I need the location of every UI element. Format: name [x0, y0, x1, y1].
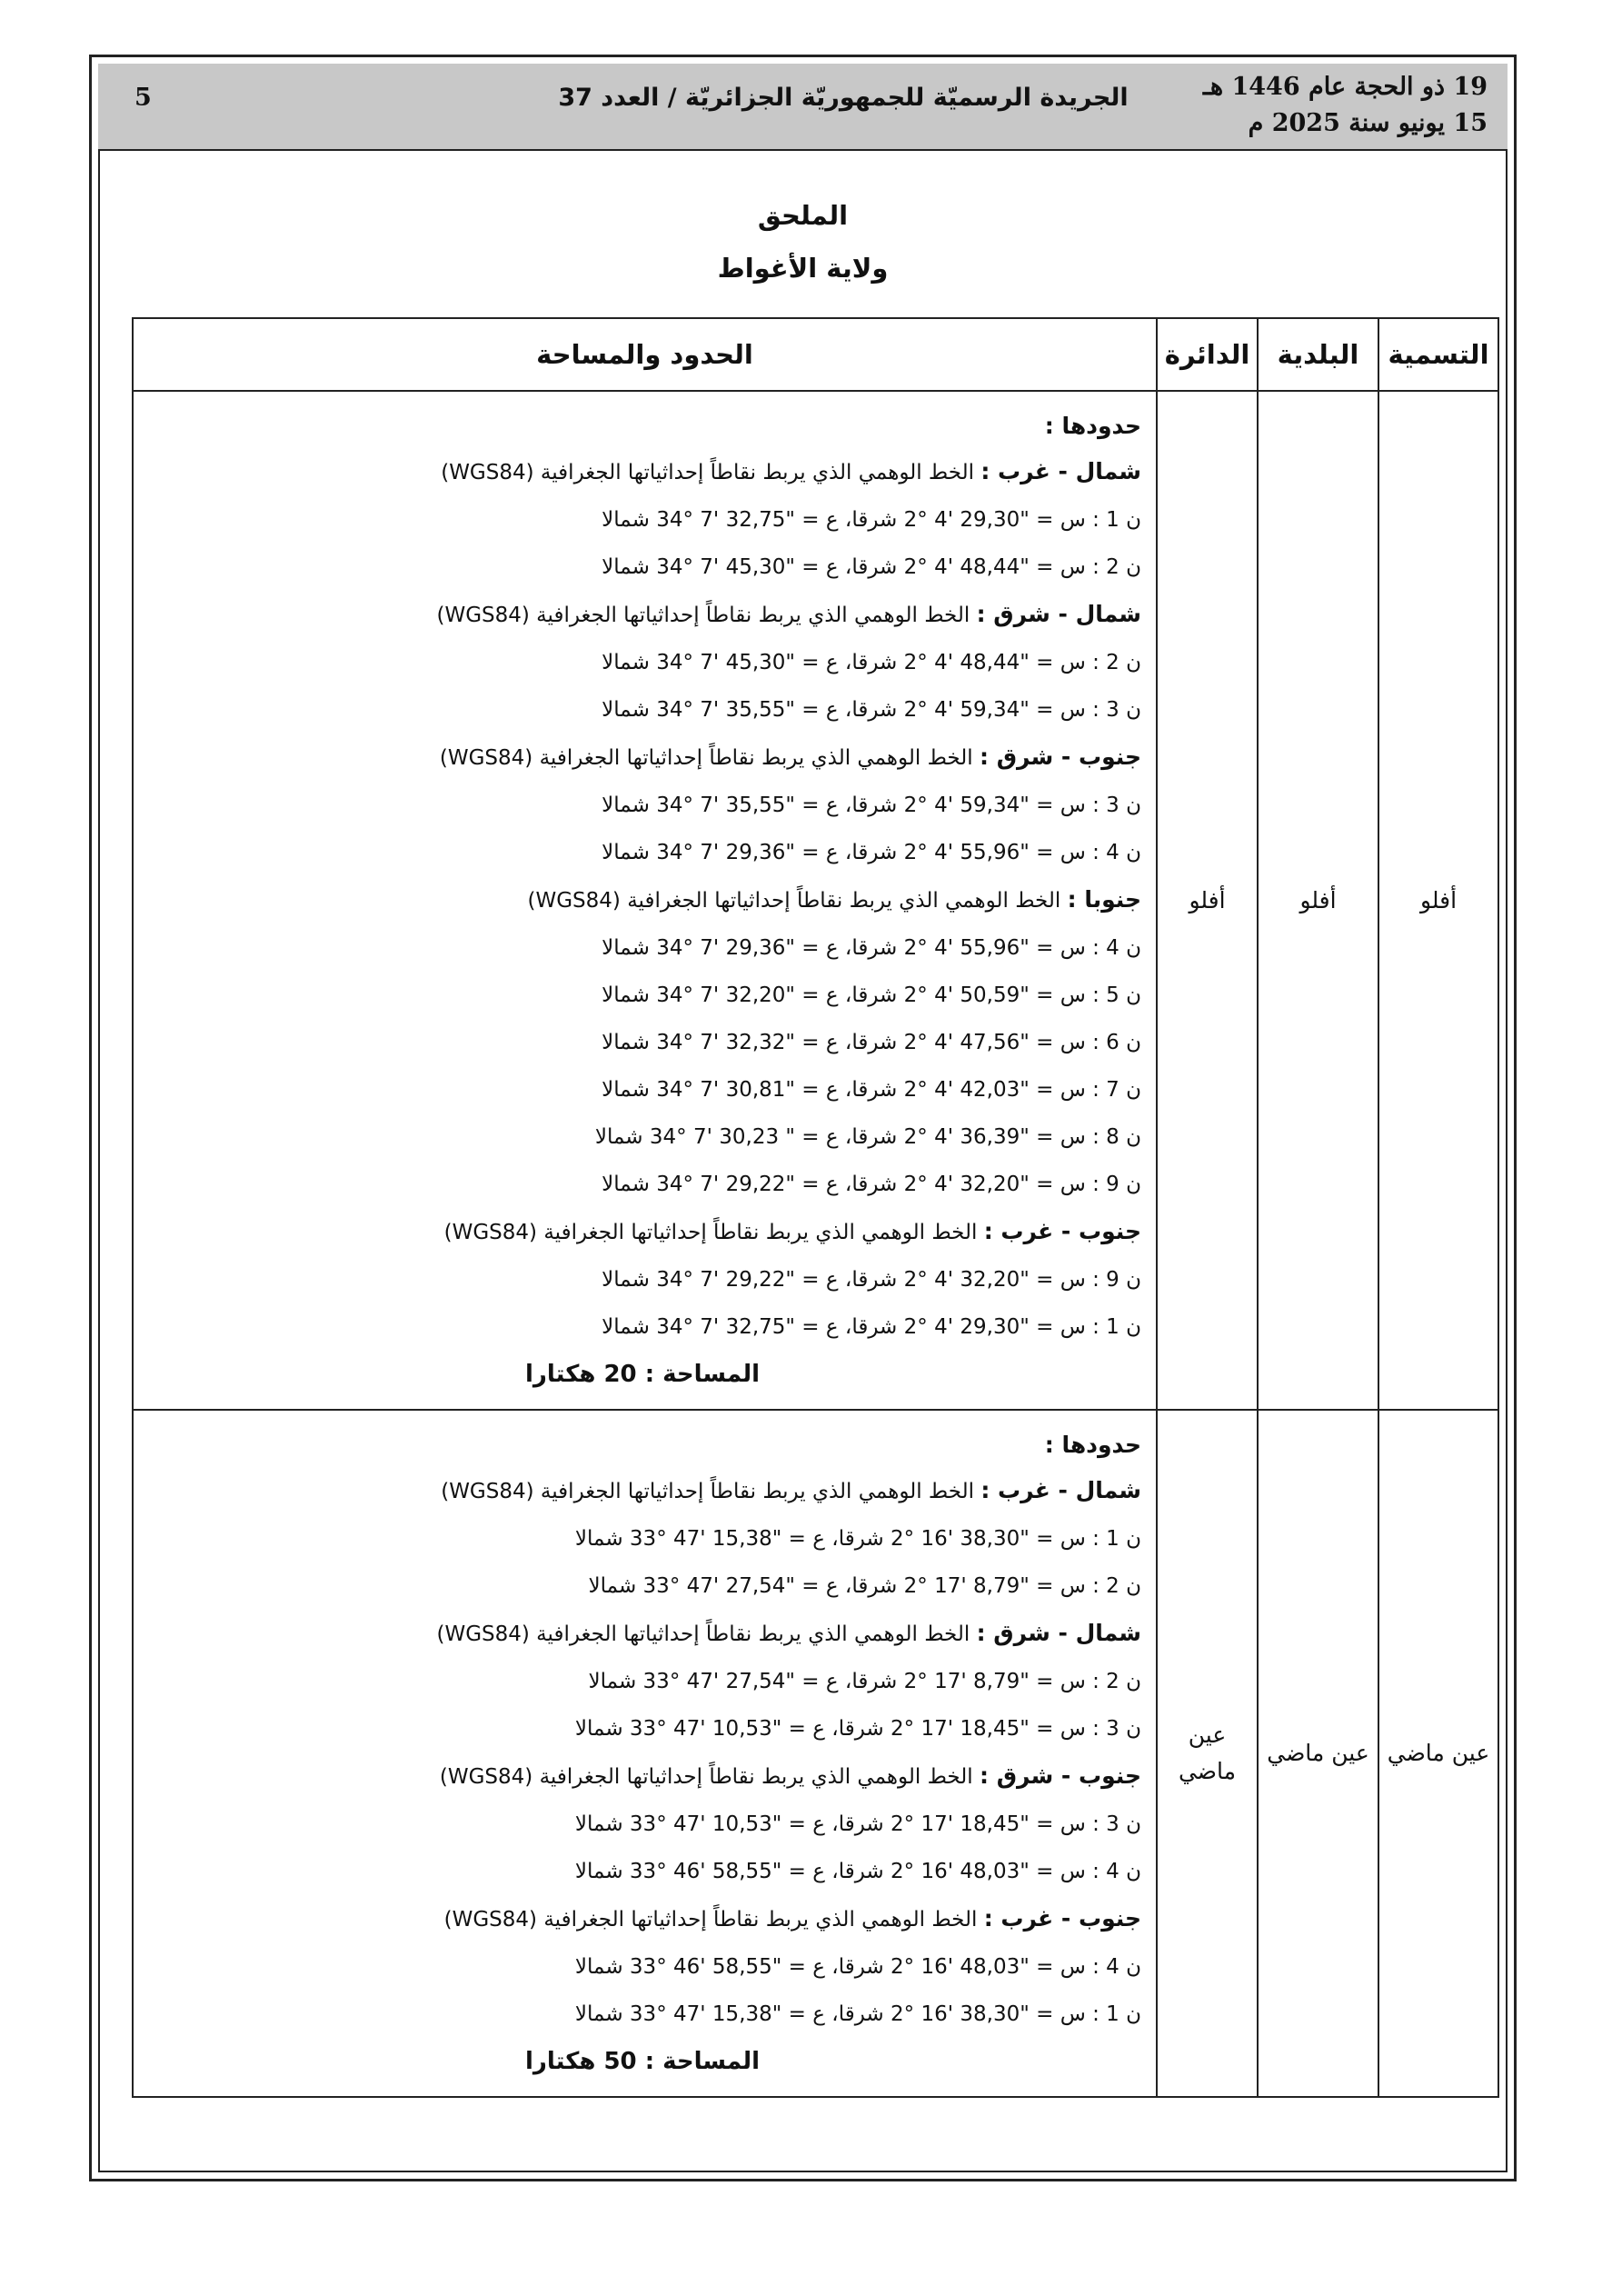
coordinate-line: [170, 782, 1141, 829]
table-row: [133, 391, 1498, 1410]
line-text: ن 2 : س = "48,44 '4 °2 شرقا، ع = "45,30 '7 °34 شمالا: [602, 555, 1141, 579]
coordinate-line: [170, 1562, 1141, 1610]
segment-direction: جنوب - غرب :: [983, 1905, 1141, 1932]
table-header-row: [133, 318, 1498, 391]
coordinate-line: [170, 544, 1141, 591]
coordinate-line: [170, 972, 1141, 1019]
line-text: الخط الوهمي الذي يربط نقاطاً إحداثياتها الجغرافية (WGS84): [439, 746, 973, 770]
coordinate-line: [170, 496, 1141, 544]
table-body: [133, 391, 1498, 2097]
line-text: الخط الوهمي الذي يربط نقاطاً إحداثياتها الجغرافية (WGS84): [439, 1765, 973, 1789]
coordinate-line: [170, 1019, 1141, 1066]
boundary-segment: [170, 1467, 1141, 1515]
line-text: ن 2 : س = "8,79 '17 °2 شرقا، ع = "27,54 '47 °33 شمالا: [588, 1574, 1141, 1598]
boundaries-table: [132, 317, 1499, 2098]
line-text: ن 4 : س = "55,96 '4 °2 شرقا، ع = "29,36 '7 °34 شمالا: [602, 841, 1141, 864]
line-text: ن 9 : س = "32,20 '4 °2 شرقا، ع = "29,22 '7 °34 شمالا: [602, 1268, 1141, 1292]
table-row: [133, 1410, 1498, 2097]
coordinate-line: [170, 924, 1141, 972]
line-text: ن 3 : س = "18,45 '17 °2 شرقا، ع = "10,53 '47 °33 شمالا: [574, 1717, 1141, 1741]
coordinate-line: [170, 1943, 1141, 1991]
coordinate-line: [170, 1066, 1141, 1113]
line-text: الخط الوهمي الذي يربط نقاطاً إحداثياتها الجغرافية (WGS84): [441, 1480, 975, 1503]
coordinate-line: [170, 1303, 1141, 1351]
cell-municipality: عين ماضي: [1258, 1410, 1378, 2097]
segment-direction: جنوب - غرب :: [983, 1218, 1141, 1244]
line-text: ن 4 : س = "55,96 '4 °2 شرقا، ع = "29,36 '7 °34 شمالا: [602, 936, 1141, 960]
boundary-segment: [170, 1208, 1141, 1256]
line-text: ن 7 : س = "42,03 '4 °2 شرقا، ع = "30,81 '7 °34 شمالا: [602, 1078, 1141, 1102]
coordinate-line: [170, 1658, 1141, 1705]
header-date: [1203, 69, 1488, 142]
cell-daira: عين ماضي: [1157, 1410, 1258, 2097]
boundary-segment: [170, 876, 1141, 924]
segment-direction: شمال - شرق :: [976, 1620, 1141, 1646]
line-text: ن 2 : س = "48,44 '4 °2 شرقا، ع = "45,30 '7 °34 شمالا: [602, 651, 1141, 674]
coordinate-line: [170, 686, 1141, 734]
segment-direction: جنوبا :: [1067, 886, 1141, 913]
coordinate-line: [170, 1801, 1141, 1848]
boundary-segment: [170, 591, 1141, 639]
segment-direction: شمال - شرق :: [976, 601, 1141, 627]
line-text: ن 1 : س = "29,30 '4 °2 شرقا، ع = "32,75 '7 °34 شمالا: [602, 508, 1141, 532]
line-text: الخط الوهمي الذي يربط نقاطاً إحداثياتها الجغرافية (WGS84): [436, 604, 970, 627]
annex-title: الملحق: [757, 200, 849, 231]
cell-bounds: [133, 1410, 1157, 2097]
bounds-intro: حدودها :: [1044, 1432, 1141, 1458]
segment-direction: شمال - غرب :: [980, 458, 1141, 484]
coordinate-line: [170, 829, 1141, 876]
coordinate-line: [170, 1848, 1141, 1895]
boundary-segment: [170, 1752, 1141, 1801]
segment-direction: جنوب - شرق :: [980, 744, 1141, 770]
line-text: الخط الوهمي الذي يربط نقاطاً إحداثياتها الجغرافية (WGS84): [436, 1622, 970, 1646]
coordinate-line: [170, 639, 1141, 686]
line-text: ن 9 : س = "32,20 '4 °2 شرقا، ع = "29,22 '7 °34 شمالا: [602, 1173, 1141, 1196]
gazette-header: [98, 64, 1508, 151]
header-date-gregorian: 15 يونيو سنة 2025 م: [1248, 109, 1488, 137]
cell-daira: أفلو: [1157, 391, 1258, 1410]
line-text: ن 3 : س = "59,34 '4 °2 شرقا، ع = "35,55 '7 °34 شمالا: [602, 794, 1141, 817]
wilaya-title: ولاية الأغواط: [717, 253, 889, 284]
segment-direction: شمال - غرب :: [980, 1477, 1141, 1503]
header-municipality: البلدية: [1258, 318, 1378, 391]
coordinate-line: [170, 1256, 1141, 1303]
coordinate-line: [170, 1705, 1141, 1752]
line-text: ن 1 : س = "29,30 '4 °2 شرقا، ع = "32,75 '7 °34 شمالا: [602, 1315, 1141, 1339]
line-text: الخط الوهمي الذي يربط نقاطاً إحداثياتها الجغرافية (WGS84): [527, 889, 1061, 913]
coordinate-line: [170, 1991, 1141, 2038]
boundary-segment: [170, 1895, 1141, 1943]
line-text: ن 6 : س = "47,56 '4 °2 شرقا، ع = "32,32 '7 °34 شمالا: [602, 1031, 1141, 1054]
line-text: ن 8 : س = "36,39 '4 °2 شرقا، ع = " 30,23 '7 °34 شمالا: [594, 1125, 1141, 1149]
line-text: ن 3 : س = "59,34 '4 °2 شرقا، ع = "35,55 '7 °34 شمالا: [602, 698, 1141, 722]
coordinate-line: [170, 1515, 1141, 1562]
line-text: ن 3 : س = "18,45 '17 °2 شرقا، ع = "10,53 '47 °33 شمالا: [574, 1812, 1141, 1836]
area-value: المساحة : 20 هكتارا: [525, 1361, 760, 1388]
line-text: ن 1 : س = "38,30 '16 °2 شرقا، ع = "15,38 '47 °33 شمالا: [574, 1527, 1141, 1551]
cell-name: عين ماضي: [1378, 1410, 1498, 2097]
header-bounds: الحدود والمساحة: [133, 318, 1157, 391]
area-value: المساحة : 50 هكتارا: [525, 2048, 760, 2075]
cell-name: أفلو: [1378, 391, 1498, 1410]
segment-direction: جنوب - شرق :: [980, 1762, 1141, 1789]
header-title: الجريدة الرسميّة للجمهوريّة الجزائريّة / العدد 37: [558, 84, 1129, 112]
line-text: ن 4 : س = "48,03 '16 °2 شرقا، ع = "58,55 '46 °33 شمالا: [574, 1860, 1141, 1883]
page-number: 5: [134, 84, 152, 112]
header-daira: الدائرة: [1157, 318, 1258, 391]
line-text: ن 1 : س = "38,30 '16 °2 شرقا، ع = "15,38 '47 °33 شمالا: [574, 2002, 1141, 2026]
line-text: الخط الوهمي الذي يربط نقاطاً إحداثياتها الجغرافية (WGS84): [441, 461, 975, 484]
boundary-segment: [170, 448, 1141, 496]
coordinate-line: [170, 1161, 1141, 1208]
cell-bounds: [133, 391, 1157, 1410]
cell-municipality: أفلو: [1258, 391, 1378, 1410]
header-date-hijri: 19 ذو الحجة عام 1446 هـ: [1202, 73, 1488, 101]
line-text: ن 5 : س = "50,59 '4 °2 شرقا، ع = "32,20 '7 °34 شمالا: [602, 983, 1141, 1007]
bounds-intro: حدودها :: [1044, 413, 1141, 439]
coordinate-line: [170, 1113, 1141, 1161]
boundary-segment: [170, 734, 1141, 782]
boundary-segment: [170, 1610, 1141, 1658]
line-text: الخط الوهمي الذي يربط نقاطاً إحداثياتها الجغرافية (WGS84): [443, 1221, 978, 1244]
header-name: التسمية: [1378, 318, 1498, 391]
line-text: الخط الوهمي الذي يربط نقاطاً إحداثياتها الجغرافية (WGS84): [443, 1908, 978, 1932]
line-text: ن 2 : س = "8,79 '17 °2 شرقا، ع = "27,54 '47 °33 شمالا: [588, 1670, 1141, 1693]
line-text: ن 4 : س = "48,03 '16 °2 شرقا، ع = "58,55 '46 °33 شمالا: [574, 1955, 1141, 1979]
